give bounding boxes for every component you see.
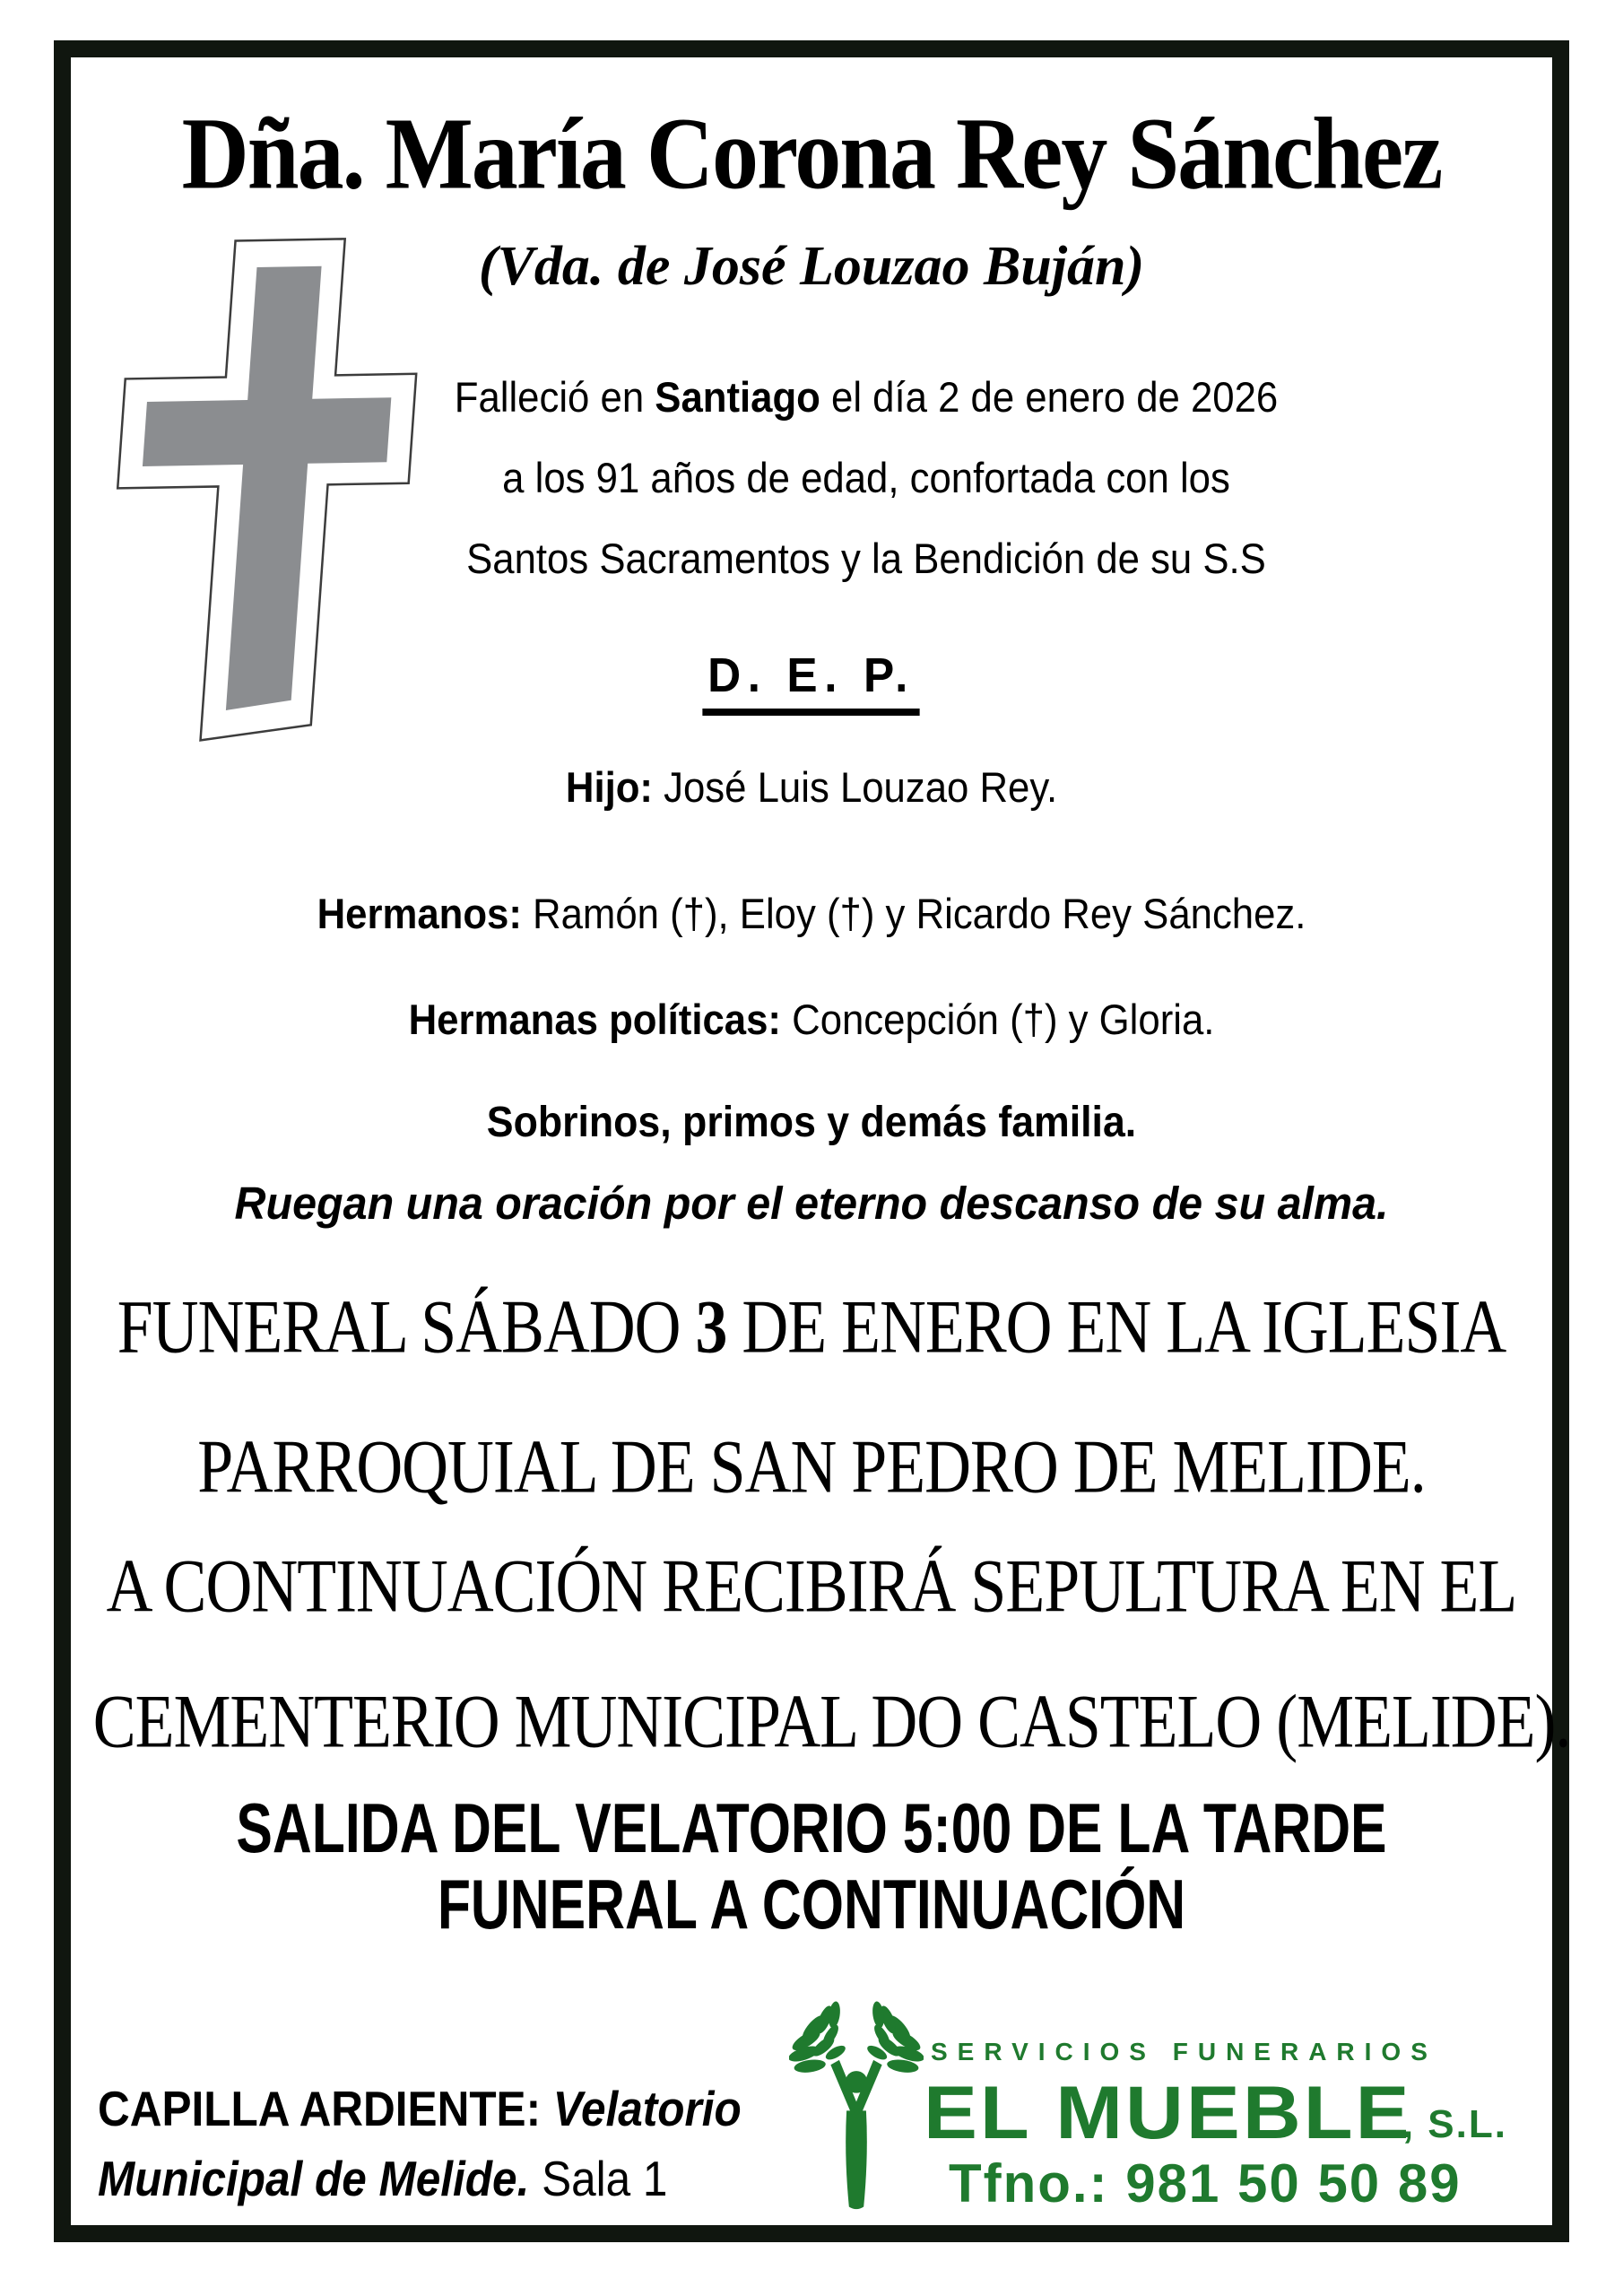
deceased-name: Dña. María Corona Rey Sánchez	[181, 97, 1442, 211]
funeral-home-brand-row	[924, 2065, 1507, 2156]
son-label: Hijo:	[565, 763, 653, 811]
tree-icon	[789, 1973, 924, 2242]
funeral-line-1-pre: FUNERAL SÁBADO	[117, 1284, 696, 1370]
son-text: José Luis Louzao Rey.	[652, 763, 1058, 811]
chapel-italic-2: Municipal de Melide.	[98, 2151, 530, 2206]
siblings-text: Ramón (†), Eloy (†) y Ricardo Rey Sánchez.	[521, 890, 1306, 937]
siblings-label: Hermanos:	[317, 890, 522, 937]
deceased-subtitle: (Vda. de José Louzao Buján)	[478, 236, 1145, 297]
funeral-line-1	[93, 1284, 1530, 1372]
departure-line-1: SALIDA DEL VELATORIO 5:00 DE LA TARDE	[236, 1788, 1387, 1867]
chapel-info	[98, 2074, 742, 2213]
funeral-line-3: A CONTINUACIÓN RECIBIRÁ SEPULTURA EN EL	[106, 1544, 1517, 1630]
death-place: Santiago	[655, 373, 820, 421]
funeral-home-tagline: SERVICIOS FUNERARIOS	[931, 2038, 1437, 2066]
sisters-in-law-label: Hermanas políticas:	[408, 996, 781, 1043]
chapel-room: Sala 1	[529, 2151, 668, 2206]
son-line	[123, 762, 1500, 812]
sacraments-line: Santos Sacramentos y la Bendición de su S.S	[466, 535, 1266, 582]
prayer-line: Ruegan una oración por el eterno descanso de su alma.	[234, 1178, 1389, 1229]
siblings-line	[123, 889, 1500, 938]
family-line: Sobrinos, primos y demás familia.	[486, 1099, 1137, 1146]
chapel-label: CAPILLA ARDIENTE:	[98, 2081, 542, 2136]
funeral-home-brand: EL MUEBLE	[924, 2070, 1412, 2155]
dep-text: D. E. P.	[703, 648, 920, 716]
chapel-line-2	[98, 2144, 742, 2213]
sisters-in-law-line	[123, 995, 1500, 1044]
funeral-home-phone: Tfno.: 981 50 50 89	[949, 2153, 1462, 2213]
funeral-line-1-post: DE ENERO EN LA IGLESIA	[726, 1284, 1506, 1370]
funeral-home-brand-suffix: , S.L.	[1402, 2102, 1507, 2146]
sisters-in-law-text: Concepción (†) y Gloria.	[780, 996, 1215, 1043]
death-line-pre: Falleció en	[454, 373, 655, 421]
esquela-card	[54, 40, 1569, 2242]
chapel-line-1	[98, 2074, 742, 2144]
chapel-italic-1: Velatorio	[541, 2081, 742, 2136]
dep-line	[71, 648, 1552, 716]
funeral-day: 3	[695, 1284, 727, 1370]
death-line-post: el día 2 de enero de 2026	[820, 373, 1279, 421]
funeral-line-4: CEMENTERIO MUNICIPAL DO CASTELO (MELIDE).	[92, 1679, 1571, 1765]
funeral-home-logo	[789, 1973, 1560, 2251]
funeral-line-2: PARROQUIAL DE SAN PEDRO DE MELIDE.	[197, 1424, 1426, 1510]
age-line: a los 91 años de edad, confortada con los	[502, 454, 1230, 501]
death-line	[229, 372, 1505, 422]
departure-line-2: FUNERAL A CONTINUACIÓN	[437, 1865, 1186, 1944]
